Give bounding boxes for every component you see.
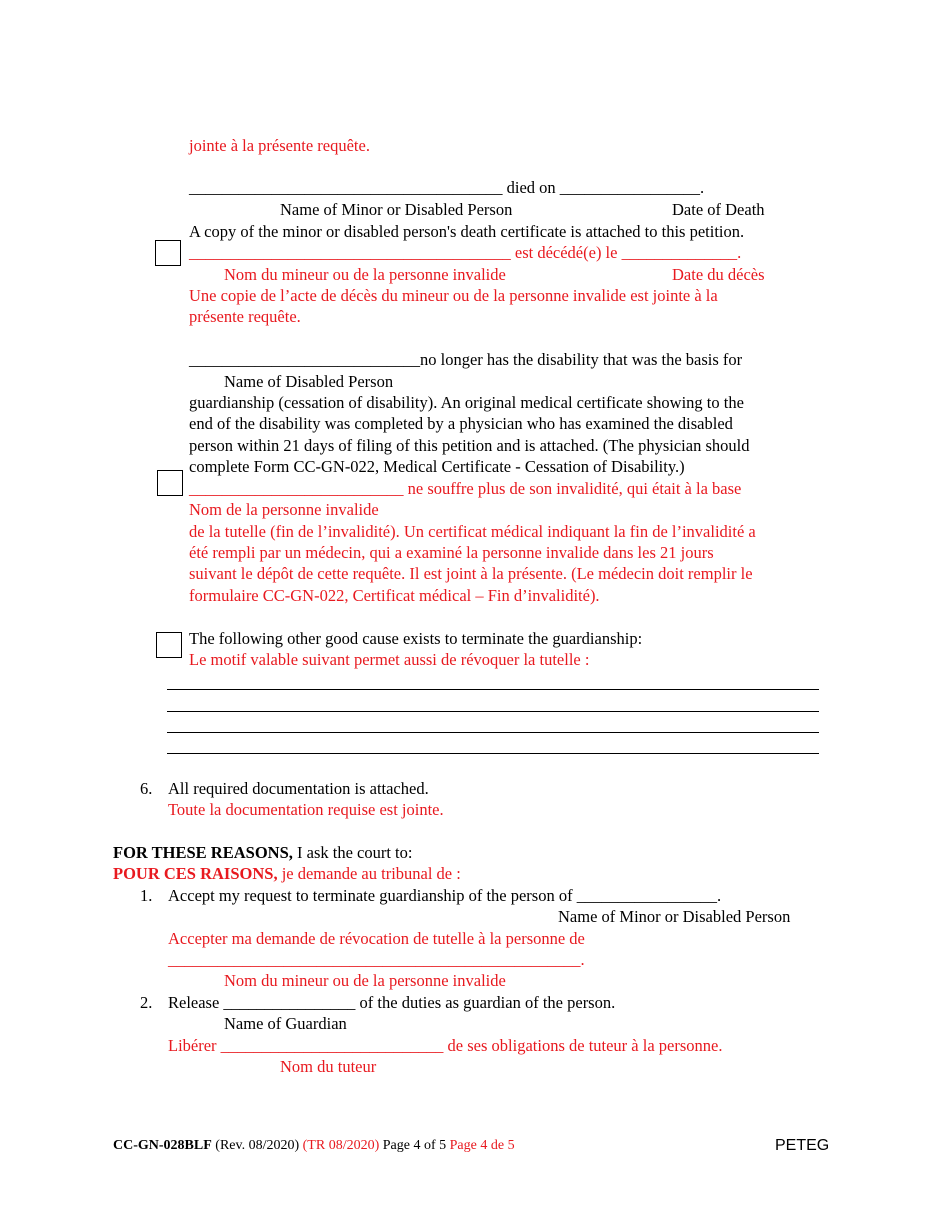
request-2-number: 2. xyxy=(140,993,153,1012)
cessation-name-line: ____________________________no longer has the disability that was the basis for xyxy=(189,350,743,369)
cessation-en-text-4: complete Form CC-GN-022, Medical Certificate - Cessation of Disability.) xyxy=(189,457,685,476)
cessation-fr-text-1: de la tutelle (fin de l’invalidité). Un certificat médical indiquant la fin de l’invalidité a xyxy=(189,522,756,541)
cessation-fr-name-label: Nom de la personne invalide xyxy=(189,500,379,519)
continuation-text: jointe à la présente requête. xyxy=(189,136,370,155)
cessation-en-text-1: guardianship (cessation of disability). An original medical certificate showing to the xyxy=(189,393,744,412)
cessation-fr-text-2: été rempli par un médecin, qui a examiné la personne invalide dans les 21 jours xyxy=(189,543,714,562)
reasons-en-rest: I ask the court to: xyxy=(292,843,413,862)
other-cause-line-1[interactable] xyxy=(167,689,819,690)
cessation-en-text-3: person within 21 days of filing of this petition and is attached. (The physician should xyxy=(189,436,750,455)
death-checkbox[interactable] xyxy=(155,240,181,266)
request-2-fr: Libérer ___________________________ de ses obligations de tuteur à la personne. xyxy=(168,1036,723,1055)
request-1-fr: Accepter ma demande de révocation de tutelle à la personne de xyxy=(168,929,585,948)
footer-form-id: CC-GN-028BLF xyxy=(113,1138,212,1153)
item-6-fr: Toute la documentation requise est jointe. xyxy=(168,800,444,819)
reasons-fr-rest: je demande au tribunal de : xyxy=(277,864,461,883)
cessation-fr-line: __________________________ ne souffre plus de son invalidité, qui était à la base xyxy=(189,479,742,498)
request-1-number: 1. xyxy=(140,886,153,905)
footer-page-fr: Page 4 de 5 xyxy=(449,1138,515,1153)
cessation-name-label: Name of Disabled Person xyxy=(224,372,394,391)
footer-tr: (TR 08/2020) xyxy=(302,1138,380,1153)
cessation-en-text-2: end of the disability was completed by a physician who has examined the disabled xyxy=(189,414,733,433)
cessation-checkbox[interactable] xyxy=(157,470,183,496)
footer-page-en: Page 4 of 5 xyxy=(379,1138,450,1153)
other-cause-en-text: The following other good cause exists to terminate the guardianship: xyxy=(189,629,643,648)
death-fr-text-2: présente requête. xyxy=(189,307,301,326)
death-date-label: Date of Death xyxy=(672,200,765,219)
request-2-en-label: Name of Guardian xyxy=(224,1014,347,1033)
other-cause-line-4[interactable] xyxy=(167,753,819,754)
request-1-fr-line: __________________________________________________. xyxy=(168,950,585,969)
footer-form-info xyxy=(113,1136,515,1156)
death-fr-text-1: Une copie de l’acte de décès du mineur ou de la personne invalide est jointe à la xyxy=(189,286,718,305)
request-1-fr-label: Nom du mineur ou de la personne invalide xyxy=(224,971,506,990)
request-2-en: Release ________________ of the duties as guardian of the person. xyxy=(168,993,616,1012)
death-name-date-line: ______________________________________ died on _________________. xyxy=(189,178,705,197)
death-fr-line: _______________________________________ est décédé(e) le ______________. xyxy=(189,243,742,262)
other-cause-line-2[interactable] xyxy=(167,711,819,712)
reasons-en-bold: FOR THESE REASONS, xyxy=(113,843,293,862)
footer-form-code: PETEG xyxy=(775,1137,830,1154)
death-fr-name-label: Nom du mineur ou de la personne invalide xyxy=(224,265,506,284)
reasons-en xyxy=(113,843,412,863)
death-name-label: Name of Minor or Disabled Person xyxy=(280,200,513,219)
cessation-fr-text-3: suivant le dépôt de cette requête. Il est joint à la présente. (Le médecin doit remplir le xyxy=(189,564,753,583)
other-cause-line-3[interactable] xyxy=(167,732,819,733)
footer-rev: (Rev. 08/2020) xyxy=(211,1138,303,1153)
request-1-en-label: Name of Minor or Disabled Person xyxy=(558,907,791,926)
reasons-fr-bold: POUR CES RAISONS, xyxy=(113,864,278,883)
death-fr-date-label: Date du décès xyxy=(672,265,765,284)
other-cause-fr-text: Le motif valable suivant permet aussi de révoquer la tutelle : xyxy=(189,650,590,669)
cessation-fr-text-4: formulaire CC-GN-022, Certificat médical – Fin d’invalidité). xyxy=(189,586,600,605)
item-6-number: 6. xyxy=(140,779,153,798)
item-6-en: All required documentation is attached. xyxy=(168,779,429,798)
reasons-fr xyxy=(113,864,461,884)
request-2-fr-label: Nom du tuteur xyxy=(280,1057,377,1076)
other-cause-checkbox[interactable] xyxy=(156,632,182,658)
death-en-text: A copy of the minor or disabled person's death certificate is attached to this petition. xyxy=(189,222,745,241)
request-1-en: Accept my request to terminate guardianship of the person of _________________. xyxy=(168,886,722,905)
